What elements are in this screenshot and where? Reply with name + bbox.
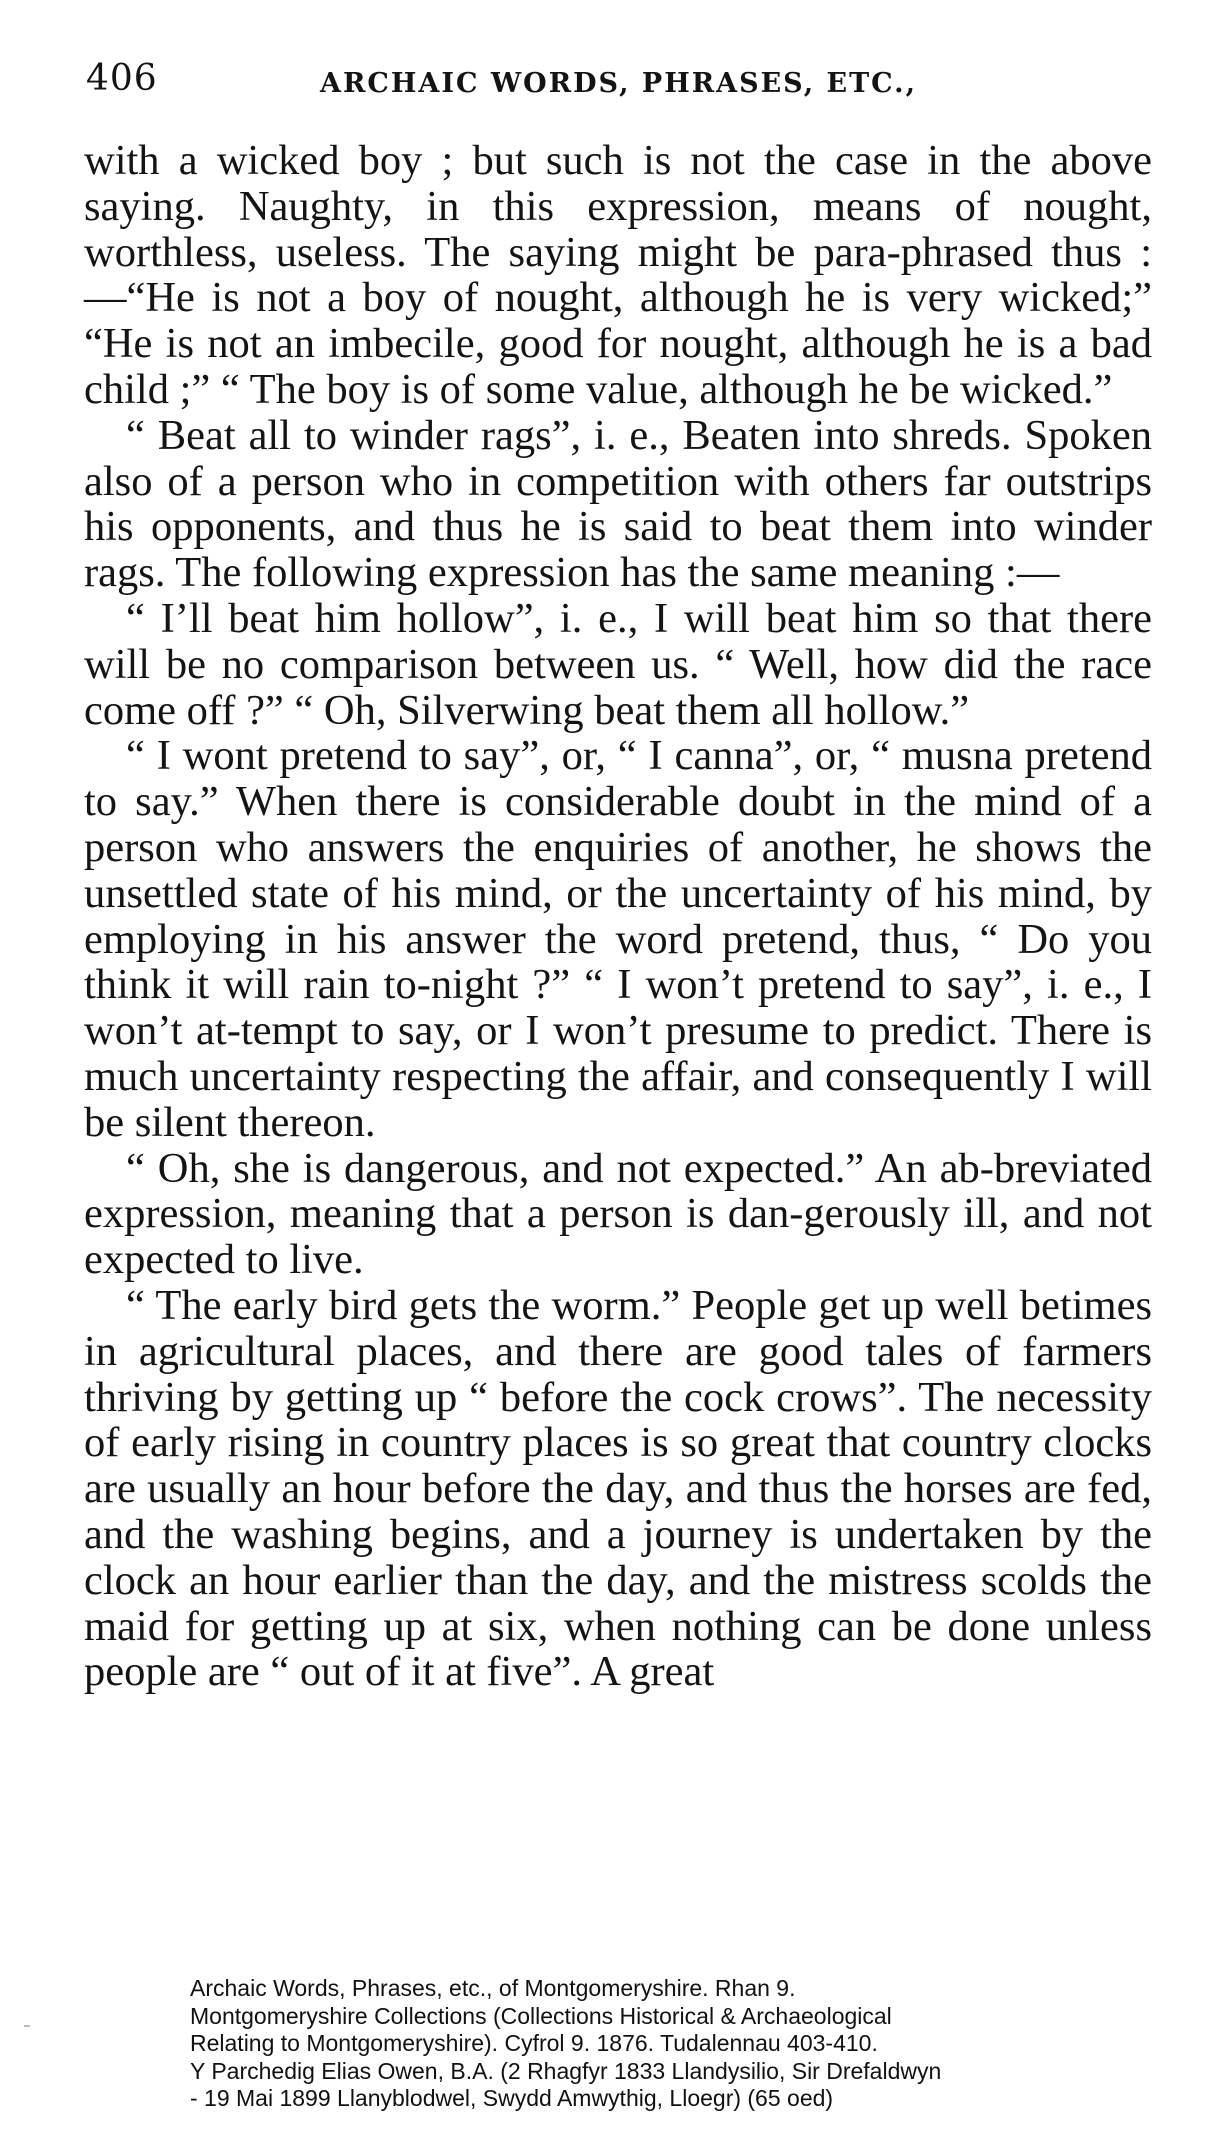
caption-line: Montgomeryshire Collections (Collections Historical & Archaeological bbox=[190, 2002, 892, 2029]
body-text bbox=[84, 138, 1152, 1695]
page-header bbox=[86, 58, 1136, 114]
paragraph-continuation: with a wicked boy ; but such is not the case in the above saying. Naughty, in this expression, means of nought, worthless, useless. The saying might be para-phrased thus :—“He is not a boy of nought, although he is very wicked;” “He is not an imbecile, good for nought, although he is a bad child ;” “ The boy is of some value, although he be wicked.” bbox=[84, 137, 1152, 413]
caption-line: Archaic Words, Phrases, etc., of Montgomeryshire. Rhan 9. bbox=[190, 1975, 796, 2001]
paragraph-pretend: “ I wont pretend to say”, or, “ I canna”, or, “ musna pretend to say.” When there is considerable doubt in the mind of a person who answers the enquiries of another, he shows the unsettled state of his mind, or the uncertainty of his mind, by employing in his answer the word pretend, thus, “ Do you think it will rain to-night ?” “ I won’t pretend to say”, i. e., I won’t at-tempt to say, or I won’t presume to predict. There is much uncertainty respecting the affair, and consequently I will be silent thereon. bbox=[84, 732, 1152, 1146]
page-number: 406 bbox=[86, 58, 158, 99]
paragraph-early-bird: “ The early bird gets the worm.” People get up well betimes in agricultural places, and there are good tales of farmers thriving by getting up “ before the cock crows”. The necessity of early rising in country places is so great that country clocks are usually an hour before the day, and thus the horses are fed, and the washing begins, and a journey is undertaken by the clock an hour earlier than the day, and the mistress scolds the maid for getting up at six, when nothing can be done unless people are “ out of it at five”. A great bbox=[84, 1281, 1152, 1696]
paragraph-dangerous: “ Oh, she is dangerous, and not expected.” An ab-breviated expression, meaning that a person is dan-gerously ill, and not expected to live. bbox=[84, 1144, 1152, 1284]
caption-line: Relating to Montgomeryshire). Cyfrol 9. 1876. Tudalennau 403-410. bbox=[190, 2030, 878, 2056]
scan-speck bbox=[24, 2025, 30, 2027]
caption-line: - 19 Mai 1899 Llanyblodwel, Swydd Amwythig, Lloegr) (65 oed) bbox=[190, 2085, 834, 2111]
caption-line: Y Parchedig Elias Owen, B.A. (2 Rhagfyr 1833 Llandysilio, Sir Drefaldwyn bbox=[190, 2057, 942, 2084]
paragraph-winder-rags: “ Beat all to winder rags”, i. e., Beaten into shreds. Spoken also of a person who in competition with others far outstrips his opponents, and thus he is said to beat them into winder rags. The following expression has the same meaning :— bbox=[84, 411, 1152, 597]
running-title: ARCHAIC WORDS, PHRASES, ETC., bbox=[320, 68, 917, 99]
source-caption bbox=[190, 1975, 1090, 2113]
paragraph-beat-hollow: “ I’ll beat him hollow”, i. e., I will beat him so that there will be no comparison between us. “ Well, how did the race come off ?” “ Oh, Silverwing beat them all hollow.” bbox=[84, 594, 1152, 734]
